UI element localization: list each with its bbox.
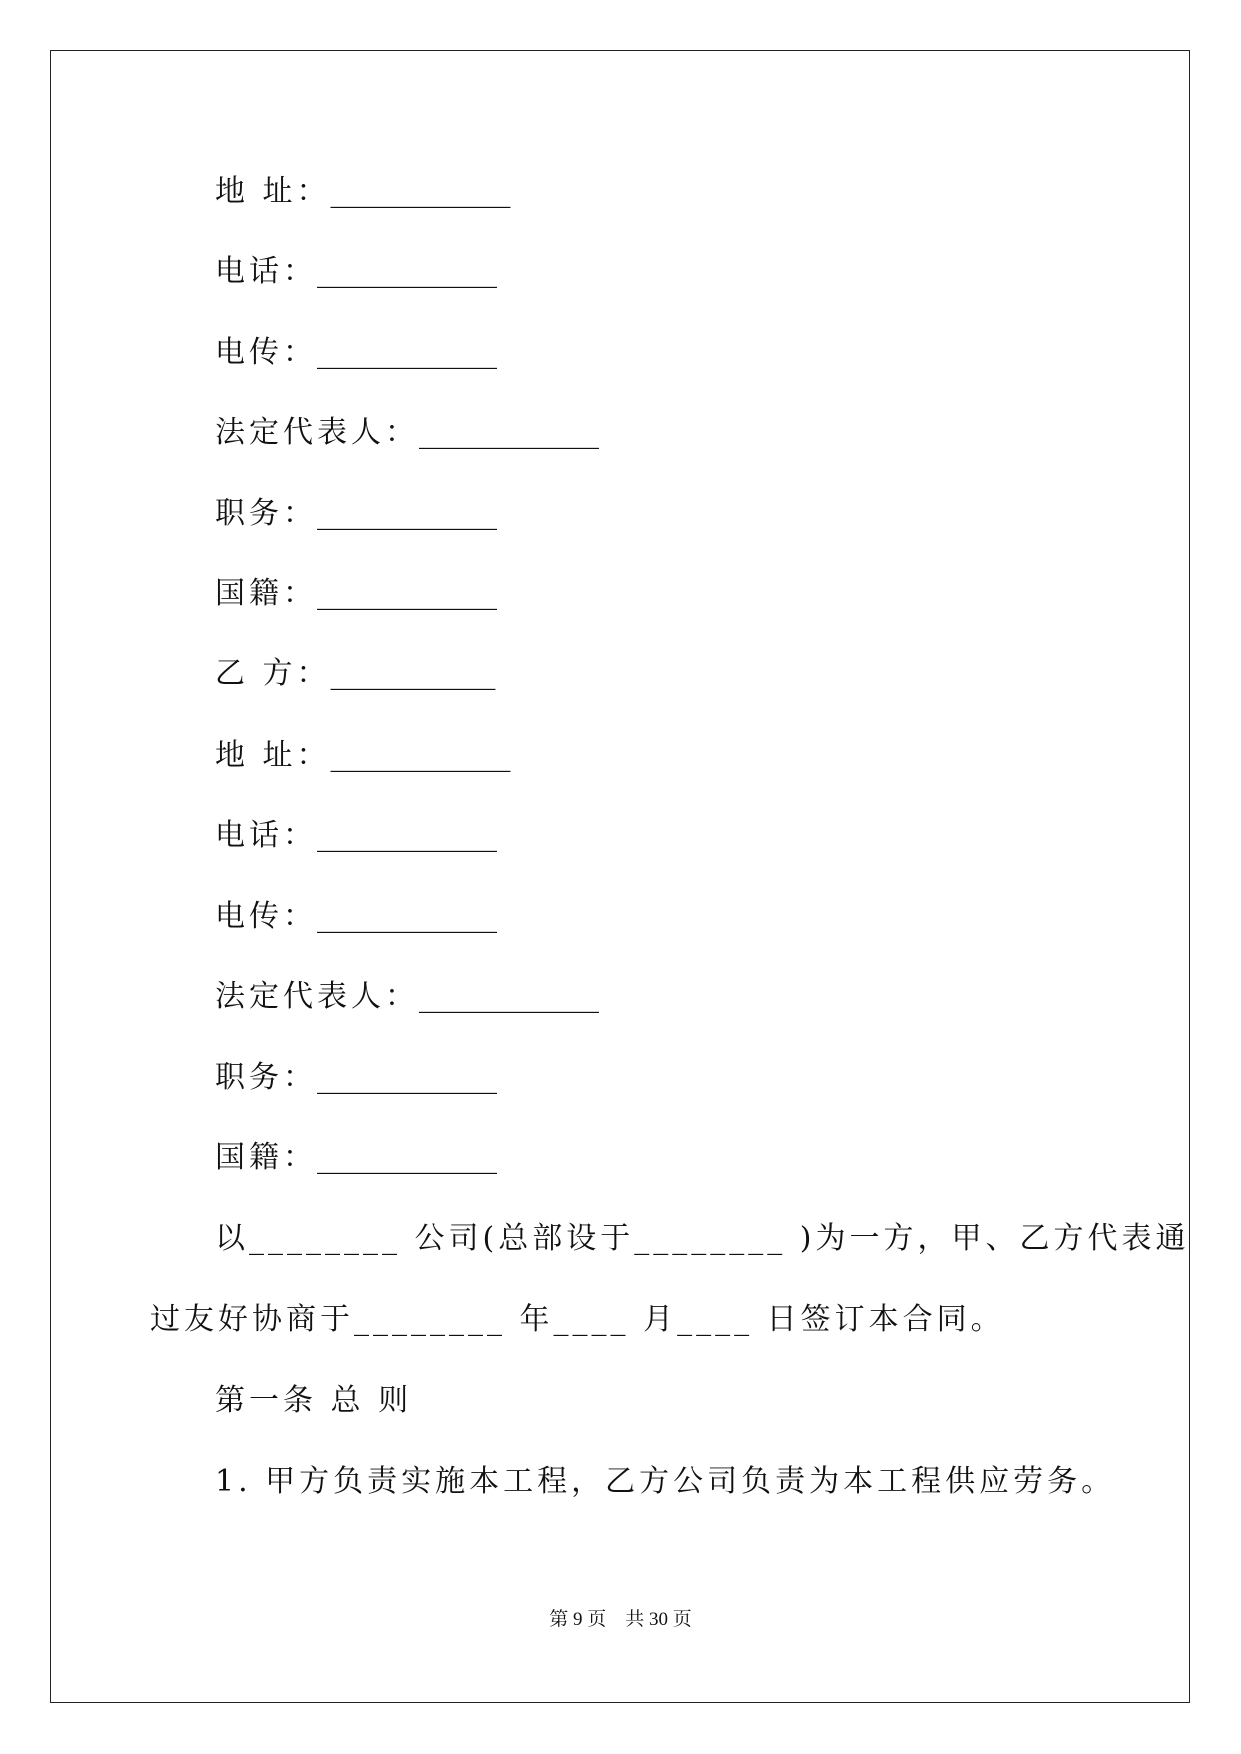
- article-heading: 第一条 总 则: [215, 1383, 413, 1418]
- party-b-legal-rep-field: [215, 977, 599, 1017]
- field-label: 乙 方：: [215, 656, 331, 691]
- clause-1: 1. 甲方负责实施本工程，乙方公司负责为本工程供应劳务。: [215, 1464, 1116, 1499]
- page-number: 第 9 页 共 30 页: [549, 1609, 692, 1630]
- party-a-address-field: [215, 172, 511, 212]
- page-border: [50, 50, 1190, 1703]
- intro-paragraph-line-1: 以________ 公司(总部设于________ )为一方，甲、乙方代表通: [215, 1221, 1190, 1256]
- field-blank: ____________: [317, 335, 497, 370]
- party-b-telex-field: [215, 897, 497, 937]
- field-blank: ____________: [317, 1140, 497, 1175]
- field-label: 法定代表人：: [215, 979, 419, 1014]
- field-blank: ____________: [330, 174, 511, 209]
- party-a-telex-field: [215, 333, 497, 373]
- field-blank: ____________: [330, 738, 511, 773]
- party-b-position-field: [215, 1058, 497, 1098]
- field-label: 地 址：: [215, 174, 331, 209]
- party-a-nationality-field: [215, 574, 497, 614]
- field-blank: ____________: [317, 576, 497, 611]
- field-label: 职务：: [215, 1060, 317, 1095]
- field-blank: ____________: [419, 415, 599, 450]
- field-blank: ____________: [419, 979, 599, 1014]
- party-a-position-field: [215, 494, 497, 534]
- party-a-legal-rep-field: [215, 413, 599, 453]
- field-blank: ____________: [317, 899, 497, 934]
- field-label: 国籍：: [215, 576, 317, 611]
- party-b-name-field: [215, 654, 496, 694]
- field-blank: ____________: [317, 496, 497, 531]
- party-b-phone-field: [215, 816, 497, 856]
- field-label: 职务：: [215, 496, 317, 531]
- field-blank: ____________: [317, 1060, 497, 1095]
- intro-paragraph-line-2: 过友好协商于________ 年____ 月____ 日签订本合同。: [150, 1302, 1005, 1337]
- field-label: 电传：: [215, 899, 317, 934]
- field-label: 电话：: [215, 254, 317, 289]
- field-label: 国籍：: [215, 1140, 317, 1175]
- field-label: 电传：: [215, 335, 317, 370]
- party-b-address-field: [215, 736, 511, 776]
- field-label: 电话：: [215, 818, 317, 853]
- party-b-nationality-field: [215, 1138, 497, 1178]
- party-a-phone-field: [215, 252, 497, 292]
- field-blank: ____________: [317, 818, 497, 853]
- field-label: 法定代表人：: [215, 415, 419, 450]
- field-blank: ____________: [317, 254, 497, 289]
- field-blank: ___________: [330, 656, 496, 691]
- field-label: 地 址：: [215, 738, 331, 773]
